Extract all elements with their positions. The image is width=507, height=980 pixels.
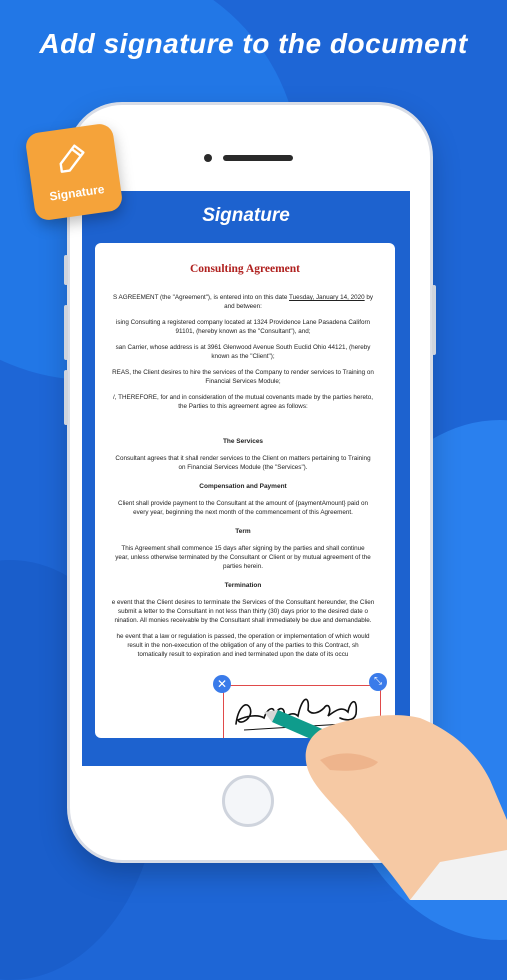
- close-icon[interactable]: ✕: [213, 675, 231, 693]
- app-screen: [82, 191, 410, 766]
- badge-label: Signature: [48, 182, 106, 204]
- doc-text: Financial Services Module;: [205, 378, 281, 385]
- phone-side-button: [432, 285, 436, 355]
- doc-text: every year, beginning the next month of the commencement of this Agreement.: [133, 509, 353, 516]
- resize-icon[interactable]: ⤡: [369, 673, 387, 691]
- section-heading: Termination: [224, 582, 262, 589]
- doc-text: e event that the Client desires to terminate the Services of the Consultant hereunder, the Clien: [111, 599, 375, 606]
- signature-badge: [24, 122, 123, 221]
- doc-date: Tuesday, January 14, 2020: [289, 294, 365, 301]
- screen-title: Signature: [202, 205, 290, 226]
- doc-text: /, THEREFORE, for and in consideration of the mutual covenants made by the parties hereto,: [113, 394, 373, 401]
- doc-text: Consultant agrees that it shall render services to the Client on matters pertaining to Training: [115, 455, 371, 462]
- speaker-grille: [223, 155, 293, 161]
- doc-text: S AGREEMENT (the "Agreement"), is entered into on this date: [112, 294, 290, 301]
- phone-side-button: [64, 370, 68, 425]
- pen-icon: [54, 140, 90, 176]
- doc-text: This Agreement shall commence 15 days after signing by the parties and shall continue: [121, 545, 365, 552]
- phone-side-button: [64, 305, 68, 360]
- doc-text: tomatically result to expiration and ined terminated upon the date of its occu: [137, 651, 349, 658]
- section-heading: The Services: [222, 438, 264, 445]
- doc-text: on Financial Services Module (the "Services").: [178, 464, 308, 471]
- doc-text: Client shall provide payment to the Consultant at the amount of {paymentAmount} paid on: [118, 500, 368, 507]
- phone-side-button: [64, 255, 68, 285]
- doc-text: by: [364, 294, 374, 301]
- doc-text: submit a letter to the Consultant in not less than thirty (30) days prior to the desired date o: [118, 608, 368, 615]
- doc-text: known as the "Client");: [211, 353, 275, 360]
- doc-text: the Parties to this agreement agree as follows:: [178, 403, 308, 410]
- doc-text: result in the non-execution of the obligation of any of the parties to this Contract, sh: [127, 642, 359, 649]
- document-body: [95, 293, 395, 666]
- doc-text: parties herein.: [223, 563, 263, 570]
- document-page[interactable]: [95, 243, 395, 738]
- headline: Add signature to the document: [39, 28, 468, 59]
- camera-icon: [204, 154, 212, 162]
- doc-text: REAS, the Client desires to hire the services of the Company to render services to Training on: [112, 369, 374, 376]
- hand-holding-pen: [260, 690, 507, 900]
- document-title: Consulting Agreement: [190, 263, 300, 275]
- doc-text: he event that a law or regulation is passed, the operation or implementation of which would: [116, 633, 370, 640]
- doc-text: 91101, (hereby known as the "Consultant"), and;: [175, 328, 311, 335]
- doc-text: year, unless otherwise terminated by the Consultant or Client or by mutual agreement of the: [115, 554, 371, 561]
- section-heading: Compensation and Payment: [199, 483, 287, 490]
- doc-text: san Carrier, whose address is at 3961 Glenwood Avenue South Euclid Ohio 44121, (hereby: [115, 344, 371, 351]
- section-heading: Term: [235, 528, 251, 535]
- doc-text: nination. All monies receivable by the Consultant shall immediately be due and demandable.: [114, 617, 372, 624]
- doc-text: and between:: [224, 303, 262, 310]
- doc-text: ising Consulting a registered company located at 1324 Providence Lane Pasadena Californ: [115, 319, 371, 326]
